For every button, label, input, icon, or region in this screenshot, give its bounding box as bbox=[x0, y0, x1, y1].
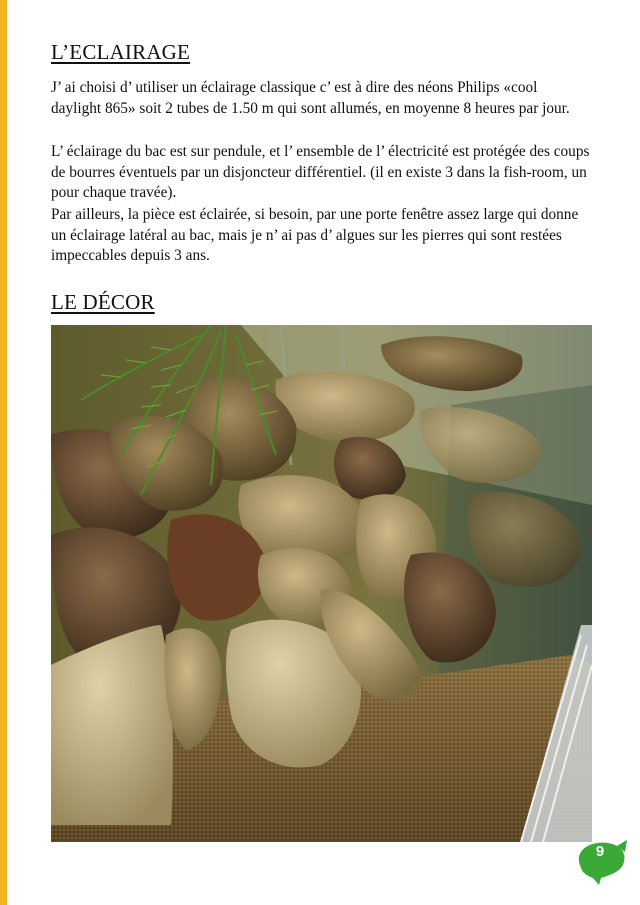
section-title-decor: LE DÉCOR bbox=[51, 290, 155, 314]
yellow-side-bar bbox=[0, 0, 7, 905]
aquarium-photo bbox=[51, 325, 592, 842]
page-number: 9 bbox=[595, 843, 605, 860]
paragraph-lighting: J’ ai choisi d’ utiliser un éclairage classique c’ est à dire des néons Philips «cool daylight 865» soit 2 tubes de 1.50 m qui sont allumés, en moyenne 8 heures par jour. bbox=[51, 79, 570, 117]
paragraph-electrical: L’ éclairage du bac est sur pendule, et l’ ensemble de l’ électricité est protégée des coups de bourres éventuels par un disjoncteur différentiel. (il en existe 3 dans la fish-room, un pour chaque travée). bbox=[51, 143, 590, 201]
paragraph-window: Par ailleurs, la pièce est éclairée, si besoin, par une porte fenêtre assez large qui donne un éclairage latéral au bac, mais je n’ ai pas d’ algues sur les pierres qui sont restées impeccables depuis 3 ans. bbox=[51, 206, 579, 264]
section-title-eclairage: L’ECLAIRAGE bbox=[51, 40, 191, 64]
